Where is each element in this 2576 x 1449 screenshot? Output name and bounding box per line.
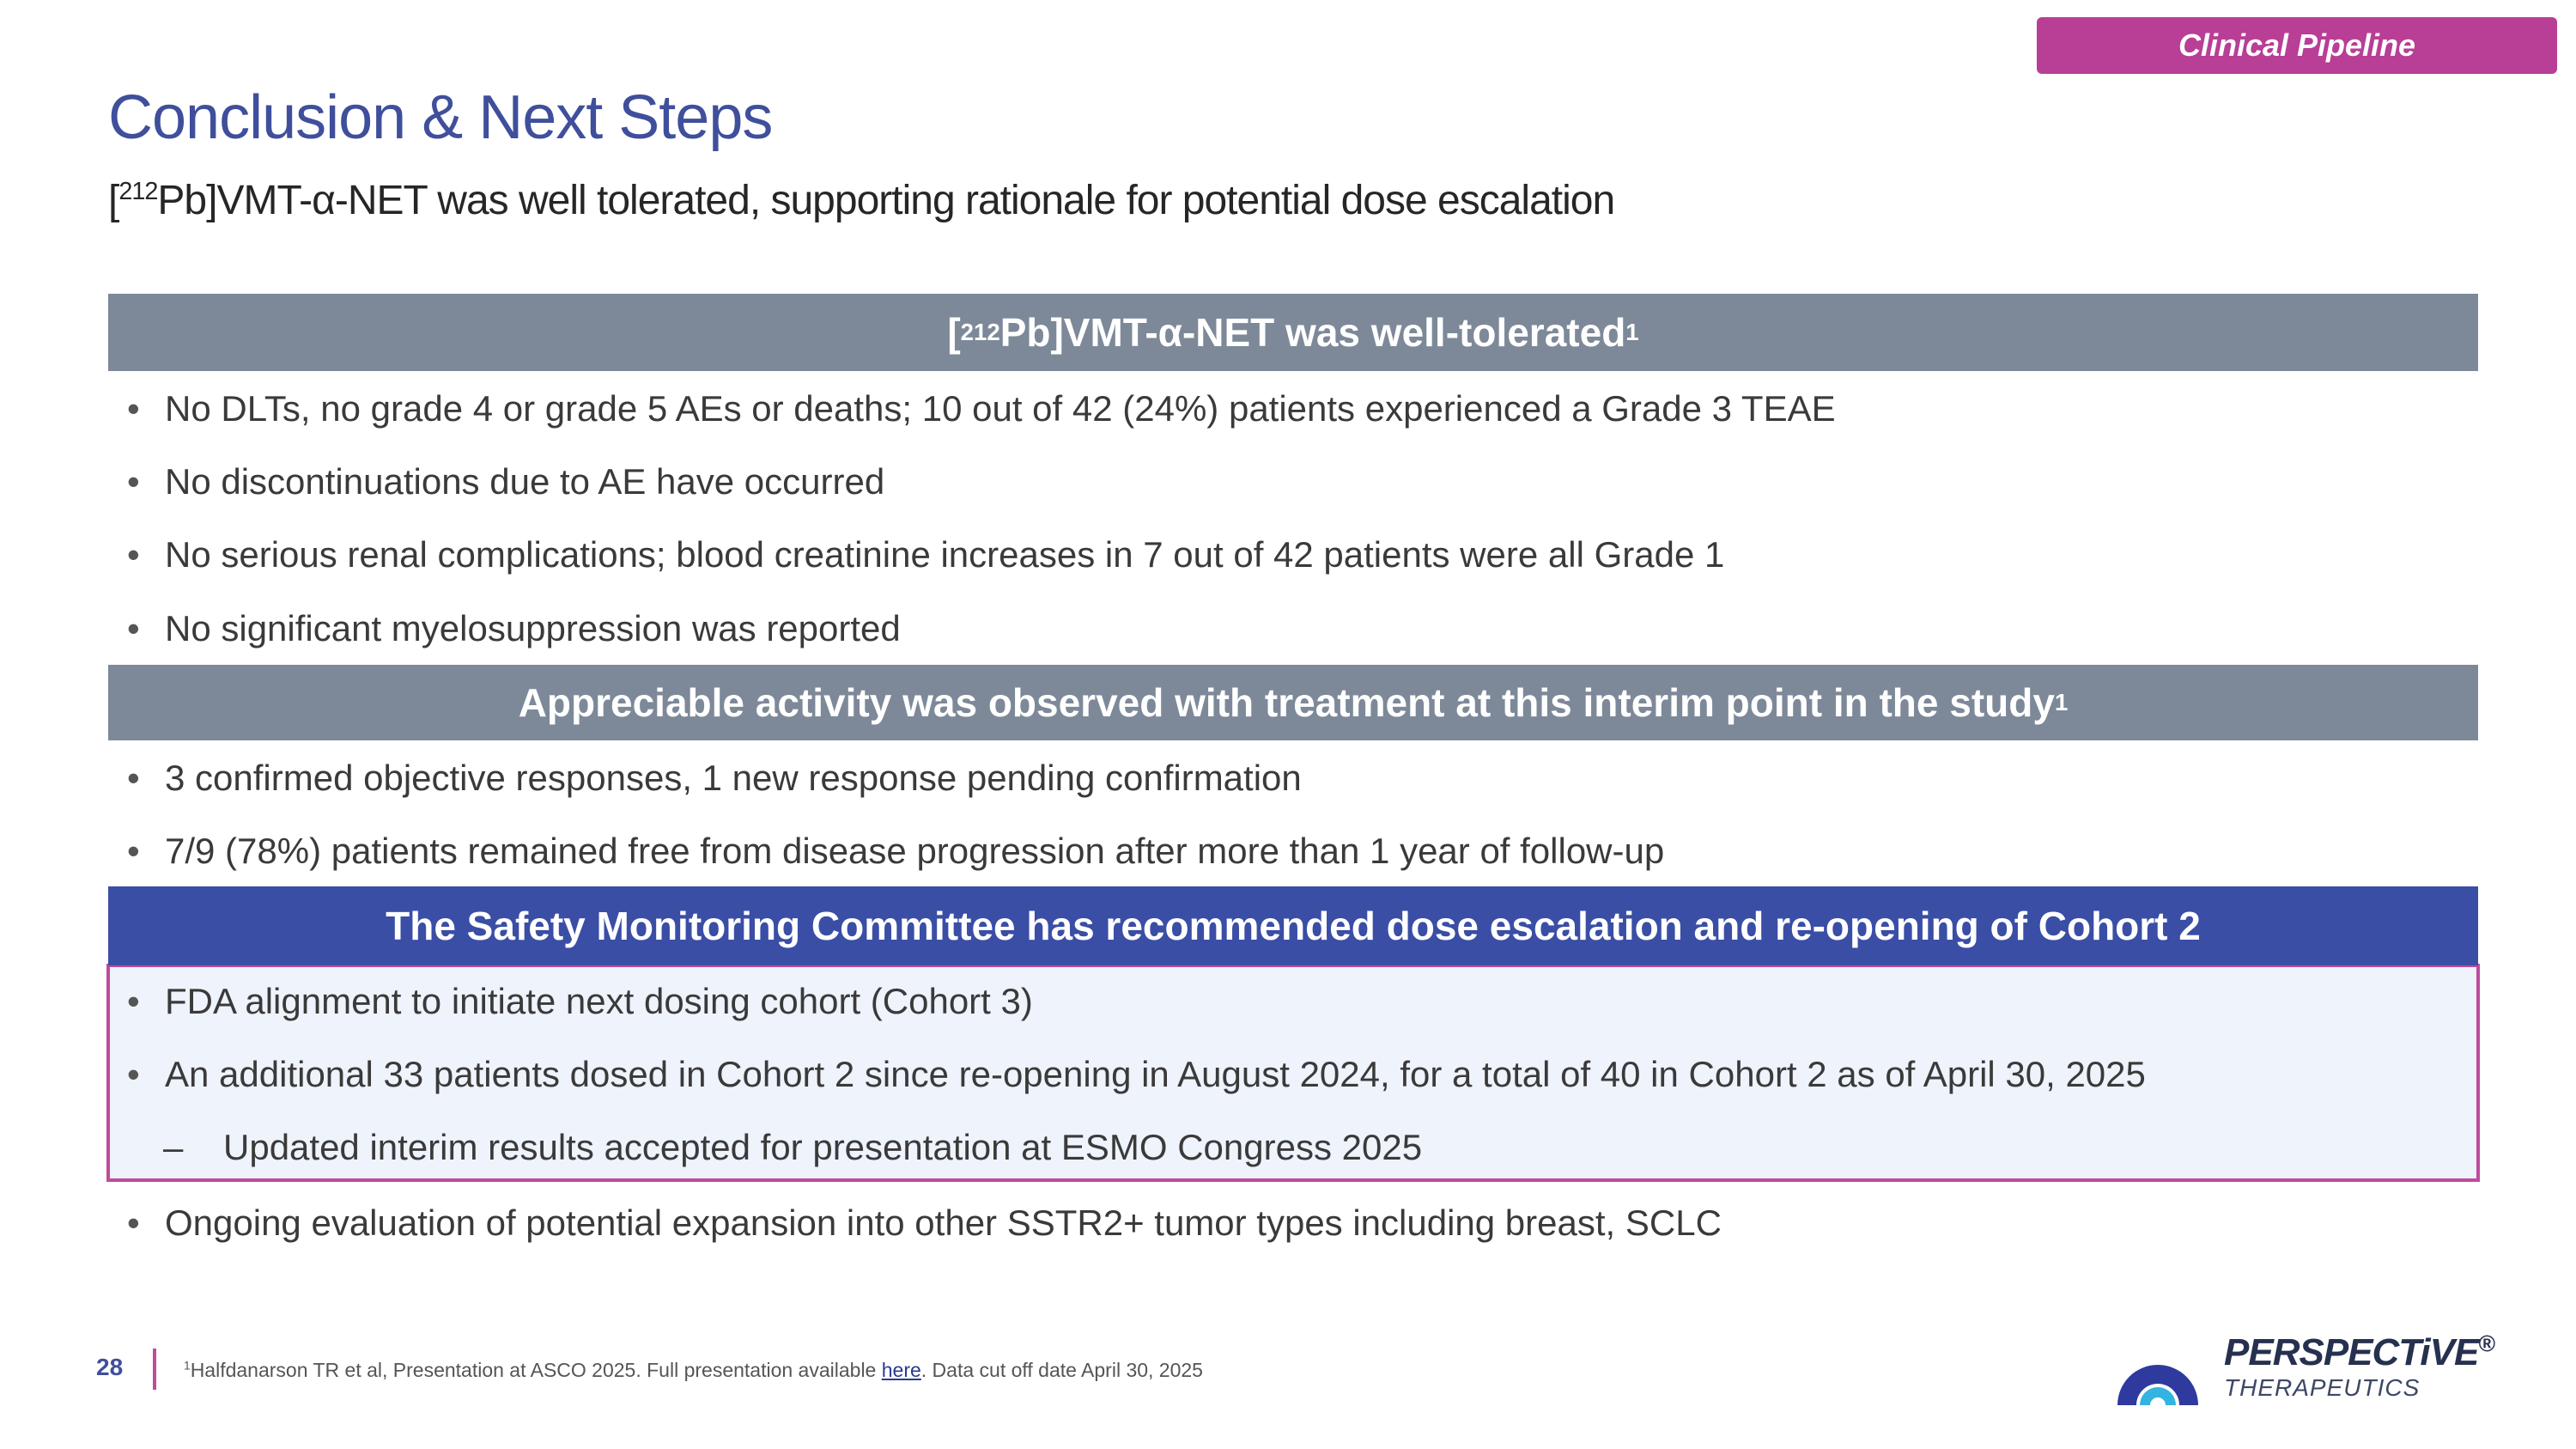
section-tag (2037, 17, 2557, 74)
page-title: Conclusion & Next Steps (108, 83, 773, 152)
footnote-text-end: . Data cut off date April 30, 2025 (920, 1359, 1203, 1381)
footnote (184, 1359, 1203, 1382)
section-header-activity: Appreciable activity was observed with treatment at this interim point in the study 1 (108, 665, 2478, 740)
logo-reg: ® (2478, 1330, 2494, 1357)
logo-name: PERSPECTiVE (2224, 1331, 2479, 1373)
section-header-tolerated: [ 212 Pb]VMT-α-NET was well-tolerated 1 (108, 294, 2478, 371)
header-text: Appreciable activity was observed with treatment at this interim point in the study (518, 680, 2055, 725)
sub-bullet-text: Updated interim results accepted for presentation at ESMO Congress 2025 (223, 1127, 1423, 1167)
bullet-item: • Ongoing evaluation of potential expansion into other SSTR2+ tumor types including breast, SCLC (127, 1202, 1722, 1243)
bullet-item: • No discontinuations due to AE have occurred (127, 461, 885, 502)
page-subtitle (108, 177, 1614, 224)
company-logo (2111, 1323, 2506, 1409)
page-number: 28 (96, 1354, 124, 1380)
bullet-item: • No significant myelosuppression was reported (127, 608, 901, 648)
logo-wordmark (2224, 1331, 2494, 1374)
logo-subtitle: THERAPEUTICS (2224, 1374, 2421, 1401)
bullet-item: • No serious renal complications; blood creatinine increases in 7 out of 42 patients were all Grade 1 (127, 534, 1725, 575)
subtitle-pre: [ (108, 178, 119, 223)
bullet-item: • 7/9 (78%) patients remained free from disease progression after more than 1 year of follow-up (127, 831, 1665, 871)
footnote-ref: 1 (184, 1359, 191, 1373)
footnote-link[interactable]: here (881, 1359, 921, 1381)
section-header-committee (108, 886, 2478, 965)
footnote-text: Halfdanarson TR et al, Presentation at ASCO 2025. Full presentation available (190, 1359, 882, 1381)
bullet-text: 3 confirmed objective responses, 1 new response pending confirmation (165, 758, 1302, 798)
bullet-item: • No DLTs, no grade 4 or grade 5 AEs or deaths; 10 out of 42 (24%) patients experienced a Grade 3 TEAE (127, 388, 1836, 429)
bullet-text: No discontinuations due to AE have occurred (165, 461, 885, 502)
bullet-item: • An additional 33 patients dosed in Cohort 2 since re-opening in August 2024, for a total of 40 in Cohort 2 as of April 30, 2025 (127, 1054, 2146, 1094)
section-tag-label: Clinical Pipeline (2178, 27, 2416, 63)
bullet-text: 7/9 (78%) patients remained free from disease progression after more than 1 year of follow-up (165, 831, 1665, 871)
perspective-logo-icon (2111, 1323, 2205, 1409)
bullet-text: FDA alignment to initiate next dosing cohort (Cohort 3) (165, 981, 1033, 1021)
header-text: The Safety Monitoring Committee has recommended dose escalation and re-opening of Cohort 2 (386, 904, 2201, 948)
sub-bullet-item: – Updated interim results accepted for presentation at ESMO Congress 2025 (163, 1127, 1423, 1167)
subtitle-text: Pb]VMT-α-NET was well tolerated, supporting rationale for potential dose escalation (157, 178, 1615, 223)
bullet-text: Ongoing evaluation of potential expansion into other SSTR2+ tumor types including breast, SCLC (165, 1202, 1722, 1243)
footer-divider (153, 1349, 156, 1390)
bullet-text: No serious renal complications; blood creatinine increases in 7 out of 42 patients were all Grade 1 (165, 534, 1725, 575)
header-pre: [ (947, 310, 961, 355)
header-text: Pb]VMT-α-NET was well-tolerated (999, 310, 1626, 355)
subtitle-sup: 212 (118, 178, 158, 205)
bullet-text: No significant myelosuppression was reported (165, 608, 901, 648)
bullet-item: • FDA alignment to initiate next dosing cohort (Cohort 3) (127, 981, 1033, 1021)
bullet-text: No DLTs, no grade 4 or grade 5 AEs or deaths; 10 out of 42 (24%) patients experienced a Grade 3 TEAE (165, 388, 1836, 429)
bullet-item: • 3 confirmed objective responses, 1 new response pending confirmation (127, 758, 1302, 798)
bullet-text: An additional 33 patients dosed in Cohort 2 since re-opening in August 2024, for a total of 40 in Cohort 2 as of April 30, 2025 (165, 1054, 2146, 1094)
